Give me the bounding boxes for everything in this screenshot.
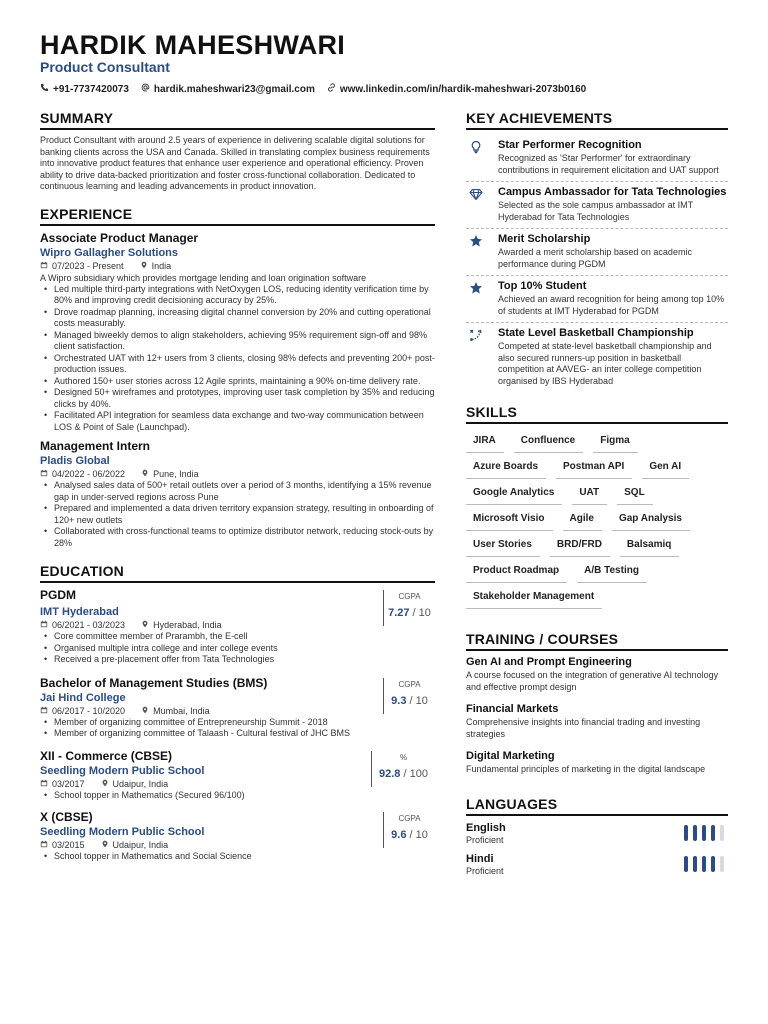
job-description: A Wipro subsidiary which provides mortgage lending and loan origination software — [40, 272, 367, 283]
job-meta — [40, 469, 435, 479]
education-degree: PGDM — [40, 588, 76, 602]
rating-bar — [711, 825, 715, 841]
achievement-item — [466, 323, 728, 392]
achievement-item — [466, 182, 728, 229]
achievement-desc: Awarded a merit scholarship based on academic performance during PGDM — [498, 247, 692, 269]
contact-phone[interactable] — [40, 83, 129, 95]
course-item — [466, 750, 728, 776]
diamond-icon — [466, 186, 486, 223]
score-value: 7.27 / 10 — [388, 607, 431, 619]
contact-email[interactable] — [141, 83, 315, 95]
education-location: Udaipur, India — [112, 778, 169, 789]
experience-section — [40, 206, 435, 550]
list-item: • Led multiple third-party integrations with NetOxygen LOS, reducing identity verification time by 80% and improving credit decisioning accuracy by 25%. — [40, 284, 435, 307]
education-section — [40, 563, 435, 863]
course-desc: Fundamental principles of marketing in the digital landscape — [466, 764, 706, 774]
education-score — [383, 678, 435, 714]
achievement-item — [466, 229, 728, 276]
course-item — [466, 656, 728, 693]
list-item: • Managed biweekly demos to align stakeholders, achieving 95% requirement sign-off and 98% client satisfaction. — [40, 330, 435, 353]
job-entry — [40, 231, 435, 434]
rating-bar — [684, 856, 688, 872]
score-label: CGPA — [398, 679, 421, 689]
achievement-desc: Recognized as 'Star Performer' for extraordinary contributions in requirement elicitation and UAT support — [498, 153, 719, 175]
at-icon — [141, 83, 150, 95]
list-item: • Core committee member of Prarambh, the E-cell — [40, 631, 435, 643]
rating-bar — [684, 825, 688, 841]
achievement-desc: Achieved an award recognition for being among top 10% of students at IMT Hyderabad for PGDM — [498, 294, 725, 316]
calendar-icon — [40, 706, 48, 716]
achievement-desc: Competed at state-level basketball championship and also secured runners-up position in basketball competition at AAVEG- an inter college competition organised by IBS Hyderabad — [498, 341, 712, 386]
courses-heading: TRAINING / COURSES — [466, 631, 728, 651]
list-item: • Prepared and implemented a data driven territory expansion strategy, resulting in onboarding of 120+ new outlets — [40, 503, 435, 526]
list-item: • Collaborated with cross-functional teams to optimize distributor network, reducing stock-outs by 28% — [40, 526, 435, 549]
education-degree: XII - Commerce (CBSE) — [40, 748, 173, 763]
achievement-item — [466, 276, 728, 323]
course-item — [466, 703, 728, 740]
summary-text: Product Consultant with around 2.5 years of experience in delivering scalable digital solutions for banking clients across the USA and Canada. Skilled in translating complex business requirements into innovative product features that enhance user experience and operational efficiency. Proven ability to drive data-backed prioritization and foster cross-functional collaboration. Dedicated to continuous learning and leading advancements in product innovation. — [40, 135, 430, 191]
education-dates: 06/2021 - 03/2023 — [52, 620, 126, 630]
skill-tag: Postman API — [556, 455, 632, 479]
skill-tag: UAT — [572, 481, 607, 505]
skill-tag: Balsamiq — [620, 533, 679, 557]
rating-bar — [693, 856, 697, 872]
score-value: 9.3 / 10 — [391, 694, 428, 707]
achievement-item — [466, 135, 728, 182]
list-item: • Member of organizing committee of Entrepreneurship Summit - 2018 — [40, 717, 435, 729]
score-value: 92.8 / 100 — [379, 767, 428, 780]
skill-tag: Gen AI — [642, 455, 689, 479]
list-item: • Designed 50+ wireframes and prototypes, improving user task completion by 35% and reducing clicks by 40%. — [40, 387, 435, 410]
list-item: • Received a pre-placement offer from Tata Technologies — [40, 654, 435, 666]
courses-section — [466, 631, 728, 776]
course-title: Gen AI and Prompt Engineering — [466, 656, 632, 668]
phone-text: +91-7737420073 — [53, 83, 129, 95]
list-item: • Facilitated API integration for seamless data exchange and two-way communication between LOS & Point of Sale (Launchpad). — [40, 410, 435, 433]
skill-tag: Microsoft Visio — [466, 507, 553, 531]
language-item — [466, 822, 728, 845]
education-meta — [40, 840, 435, 850]
education-bullets — [40, 851, 435, 863]
calendar-icon — [40, 779, 48, 789]
achievement-desc: Selected as the sole campus ambassador at IMT Hyderabad for Tata Technologies — [498, 200, 693, 222]
rating-bar — [702, 825, 706, 841]
location-pin-icon — [140, 261, 148, 271]
skill-tag: Gap Analysis — [612, 507, 690, 531]
star-icon — [466, 280, 486, 317]
achievement-title: State Level Basketball Championship — [498, 327, 694, 339]
skill-tag: Agile — [563, 507, 602, 531]
language-level: Proficient — [466, 865, 504, 876]
education-bullets — [40, 717, 435, 740]
list-item: • Member of organizing committee of Talaash - Cultural festival of JHC BMS — [40, 728, 435, 740]
education-entry — [40, 676, 435, 740]
education-score — [383, 812, 435, 848]
job-bullets — [40, 284, 435, 434]
star-icon — [466, 233, 486, 270]
location-pin-icon — [101, 779, 109, 789]
education-degree: Bachelor of Management Studies (BMS) — [40, 675, 268, 690]
job-location: India — [151, 260, 172, 271]
calendar-icon — [40, 840, 48, 850]
location-pin-icon — [141, 469, 149, 479]
education-school: Seedling Modern Public School — [40, 826, 205, 838]
achievements-section — [466, 110, 728, 392]
job-title: Management Intern — [40, 439, 151, 453]
course-title: Financial Markets — [466, 703, 559, 715]
course-desc: A course focused on the integration of generative AI technology and effective prompt design — [466, 670, 719, 692]
language-item — [466, 853, 728, 876]
education-dates: 03/2017 — [52, 778, 85, 789]
skills-list — [466, 429, 728, 611]
skill-tag: Stakeholder Management — [466, 585, 602, 609]
language-rating — [684, 856, 724, 872]
skill-tag: User Stories — [466, 533, 540, 557]
skill-tag: JIRA — [466, 429, 504, 453]
education-location: Hyderabad, India — [153, 620, 222, 630]
rating-bar — [720, 856, 724, 872]
skill-tag: Azure Boards — [466, 455, 546, 479]
education-entry — [40, 749, 435, 802]
phone-icon — [40, 83, 49, 95]
languages-section — [466, 796, 728, 876]
job-dates: 04/2022 - 06/2022 — [52, 469, 126, 479]
job-meta — [40, 261, 435, 271]
course-title: Digital Marketing — [466, 750, 555, 762]
score-value: 9.6 / 10 — [391, 829, 428, 841]
education-school: IMT Hyderabad — [40, 606, 119, 618]
location-pin-icon — [141, 620, 149, 630]
course-desc: Comprehensive insights into financial trading and investing strategies — [466, 717, 701, 739]
list-item: • School topper in Mathematics (Secured 96/100) — [40, 790, 435, 802]
linkedin-text: www.linkedin.com/in/hardik-maheshwari-2073b0160 — [339, 83, 587, 95]
education-dates: 06/2017 - 10/2020 — [52, 705, 126, 716]
skill-tag: Confluence — [514, 429, 583, 453]
job-dates: 07/2023 - Present — [52, 260, 124, 271]
candidate-name: HARDIK MAHESHWARI — [40, 30, 346, 60]
education-bullets — [40, 631, 435, 666]
rating-bar — [720, 825, 724, 841]
summary-heading: SUMMARY — [40, 110, 435, 130]
lightbulb-icon — [466, 139, 486, 176]
skill-tag: Figma — [593, 429, 637, 453]
education-score — [371, 751, 435, 787]
education-entry — [40, 588, 435, 666]
education-score — [383, 590, 435, 626]
left-column — [40, 110, 435, 863]
summary-section — [40, 110, 435, 193]
achievements-heading: KEY ACHIEVEMENTS — [466, 110, 728, 130]
education-bullets — [40, 790, 435, 802]
location-pin-icon — [101, 840, 109, 850]
skill-tag: Google Analytics — [466, 481, 562, 505]
experience-heading: EXPERIENCE — [40, 206, 435, 226]
job-entry — [40, 439, 435, 549]
candidate-role: Product Consultant — [40, 59, 170, 75]
link-icon — [327, 83, 336, 95]
location-pin-icon — [141, 706, 149, 716]
calendar-icon — [40, 261, 48, 271]
achievement-title: Campus Ambassador for Tata Technologies — [498, 186, 727, 198]
contact-bar — [40, 83, 586, 95]
list-item: • Authored 150+ user stories across 12 Agile sprints, maintaining a 90% on-time delivery rate. — [40, 376, 435, 388]
skills-heading: SKILLS — [466, 404, 728, 424]
skill-tag: Product Roadmap — [466, 559, 567, 583]
job-title: Associate Product Manager — [40, 230, 199, 245]
language-level: Proficient — [466, 834, 504, 845]
education-location: Mumbai, India — [153, 705, 210, 716]
education-location: Udaipur, India — [112, 840, 169, 850]
language-rating — [684, 825, 724, 841]
job-company: Pladis Global — [40, 455, 110, 467]
score-label: CGPA — [398, 814, 421, 823]
achievement-title: Merit Scholarship — [498, 233, 591, 245]
list-item: • Analysed sales data of 500+ retail outlets over a period of 3 months, identifying a 15% revenue gap in under-served regions across Pune — [40, 480, 435, 503]
list-item: • Orchestrated UAT with 12+ users from 3 clients, closing 98% defects and preventing 200+ post-production issues. — [40, 353, 435, 376]
skill-tag: A/B Testing — [577, 559, 647, 583]
education-degree: X (CBSE) — [40, 810, 93, 824]
rating-bar — [693, 825, 697, 841]
calendar-icon — [40, 620, 48, 630]
skill-tag: SQL — [617, 481, 653, 505]
education-school: Jai Hind College — [40, 691, 126, 704]
skill-tag: BRD/FRD — [550, 533, 610, 557]
language-name: English — [466, 821, 506, 834]
score-label: % — [399, 752, 408, 762]
rating-bar — [702, 856, 706, 872]
education-heading: EDUCATION — [40, 563, 435, 583]
list-item: • Drove roadmap planning, increasing digital channel conversion by 20% and cutting operational costs measurably. — [40, 307, 435, 330]
education-meta — [40, 706, 435, 716]
right-column — [466, 110, 728, 876]
education-entry — [40, 810, 435, 863]
rating-bar — [711, 856, 715, 872]
list-item: • Organised multiple intra college and inter college events — [40, 643, 435, 655]
achievement-title: Star Performer Recognition — [498, 139, 642, 151]
achievement-title: Top 10% Student — [498, 280, 587, 292]
strategy-icon — [466, 327, 486, 387]
list-item: • School topper in Mathematics and Social Science — [40, 851, 435, 863]
calendar-icon — [40, 469, 48, 479]
language-name: Hindi — [466, 852, 494, 865]
score-label: CGPA — [398, 592, 421, 601]
job-company: Wipro Gallagher Solutions — [40, 246, 179, 259]
education-dates: 03/2015 — [52, 840, 85, 850]
contact-linkedin[interactable] — [327, 83, 586, 95]
skills-section — [466, 404, 728, 611]
education-school: Seedling Modern Public School — [40, 764, 205, 777]
education-meta — [40, 620, 435, 630]
languages-heading: LANGUAGES — [466, 796, 728, 816]
job-bullets — [40, 480, 435, 549]
job-location: Pune, India — [153, 469, 199, 479]
email-text: hardik.maheshwari23@gmail.com — [153, 83, 315, 95]
